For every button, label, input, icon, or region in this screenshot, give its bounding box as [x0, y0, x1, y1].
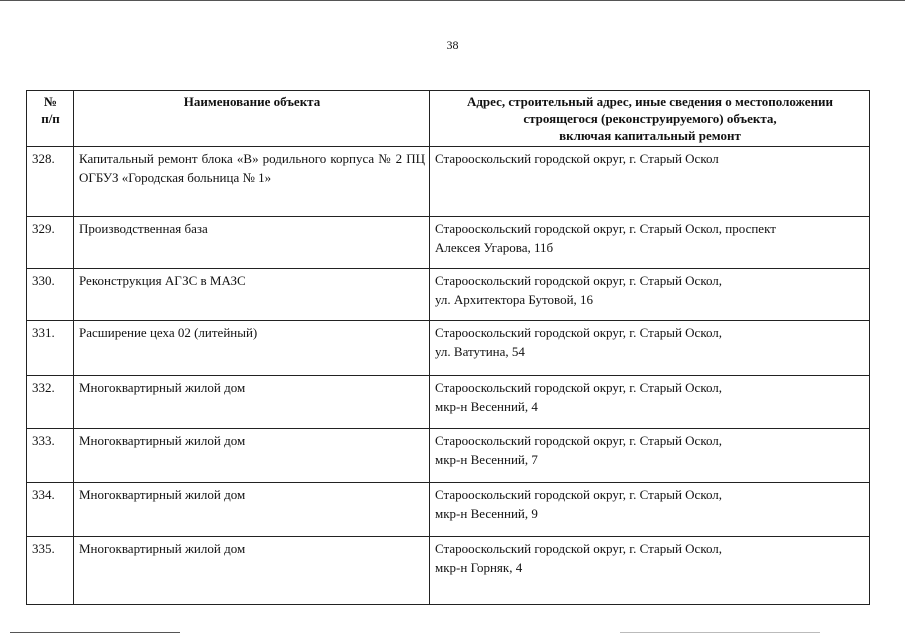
header-object-name	[74, 91, 430, 147]
table-row	[27, 537, 870, 605]
object-address	[430, 483, 870, 537]
scan-edge-mark-bottom-right	[620, 632, 820, 633]
header-address-line3: включая капитальный ремонт	[559, 128, 741, 143]
header-number	[27, 91, 74, 147]
header-number-line2: п/п	[41, 111, 60, 126]
row-number: 332.	[27, 376, 74, 429]
header-row	[27, 91, 870, 147]
address-line1: Старооскольский городской округ, г. Старый Оскол,	[435, 487, 723, 502]
row-number: 334.	[27, 483, 74, 537]
address-line2: мкр-н Весенний, 9	[435, 506, 538, 521]
table-row	[27, 483, 870, 537]
object-name: Многоквартирный жилой дом	[74, 429, 430, 483]
object-address	[430, 321, 870, 376]
object-name: Производственная база	[74, 217, 430, 269]
object-address	[430, 376, 870, 429]
row-number: 331.	[27, 321, 74, 376]
address-line1: Старооскольский городской округ, г. Старый Оскол,	[435, 380, 723, 395]
object-address	[430, 147, 870, 217]
row-number: 333.	[27, 429, 74, 483]
header-address-line1: Адрес, строительный адрес, иные сведения о местоположении	[466, 94, 834, 109]
address-line2: мкр-н Весенний, 7	[435, 452, 538, 467]
scan-edge-mark-bottom-left	[10, 632, 180, 633]
table-row	[27, 429, 870, 483]
object-address	[430, 269, 870, 321]
address-line2: мкр-н Весенний, 4	[435, 399, 538, 414]
header-address	[430, 91, 870, 147]
address-line2: ул. Ватутина, 54	[435, 344, 525, 359]
address-line1: Старооскольский городской округ, г. Старый Оскол,	[435, 541, 723, 556]
object-name: Капитальный ремонт блока «В» родильного корпуса № 2 ПЦ ОГБУЗ «Городская больница № 1»	[74, 147, 430, 217]
row-number: 330.	[27, 269, 74, 321]
address-line1: Старооскольский городской округ, г. Старый Оскол, проспект	[435, 221, 776, 236]
address-line1: Старооскольский городской округ, г. Старый Оскол,	[435, 325, 723, 340]
object-address	[430, 429, 870, 483]
address-line2: Алексея Угарова, 11б	[435, 240, 554, 255]
table-header	[27, 91, 870, 147]
object-address	[430, 537, 870, 605]
row-number: 328.	[27, 147, 74, 217]
table-row	[27, 147, 870, 217]
row-number: 329.	[27, 217, 74, 269]
scan-edge-mark-top	[0, 0, 905, 1]
table-row	[27, 321, 870, 376]
row-number: 335.	[27, 537, 74, 605]
page-number: 38	[446, 38, 459, 52]
table-body	[27, 147, 870, 605]
table-row	[27, 217, 870, 269]
object-name: Многоквартирный жилой дом	[74, 537, 430, 605]
table-row	[27, 269, 870, 321]
object-name: Расширение цеха 02 (литейный)	[74, 321, 430, 376]
address-line2: ул. Архитектора Бутовой, 16	[435, 292, 594, 307]
header-address-line2: строящегося (реконструируемого) объекта,	[523, 111, 777, 126]
object-name: Многоквартирный жилой дом	[74, 376, 430, 429]
header-object-name-text: Наименование объекта	[183, 94, 321, 109]
address-line1: Старооскольский городской округ, г. Старый Оскол	[435, 151, 719, 166]
objects-table	[26, 90, 870, 605]
object-name: Многоквартирный жилой дом	[74, 483, 430, 537]
address-line2: мкр-н Горняк, 4	[435, 560, 523, 575]
object-name: Реконструкция АГЗС в МАЗС	[74, 269, 430, 321]
object-address	[430, 217, 870, 269]
header-number-line1: №	[43, 94, 58, 109]
address-line1: Старооскольский городской округ, г. Старый Оскол,	[435, 273, 723, 288]
address-line1: Старооскольский городской округ, г. Старый Оскол,	[435, 433, 723, 448]
table-row	[27, 376, 870, 429]
